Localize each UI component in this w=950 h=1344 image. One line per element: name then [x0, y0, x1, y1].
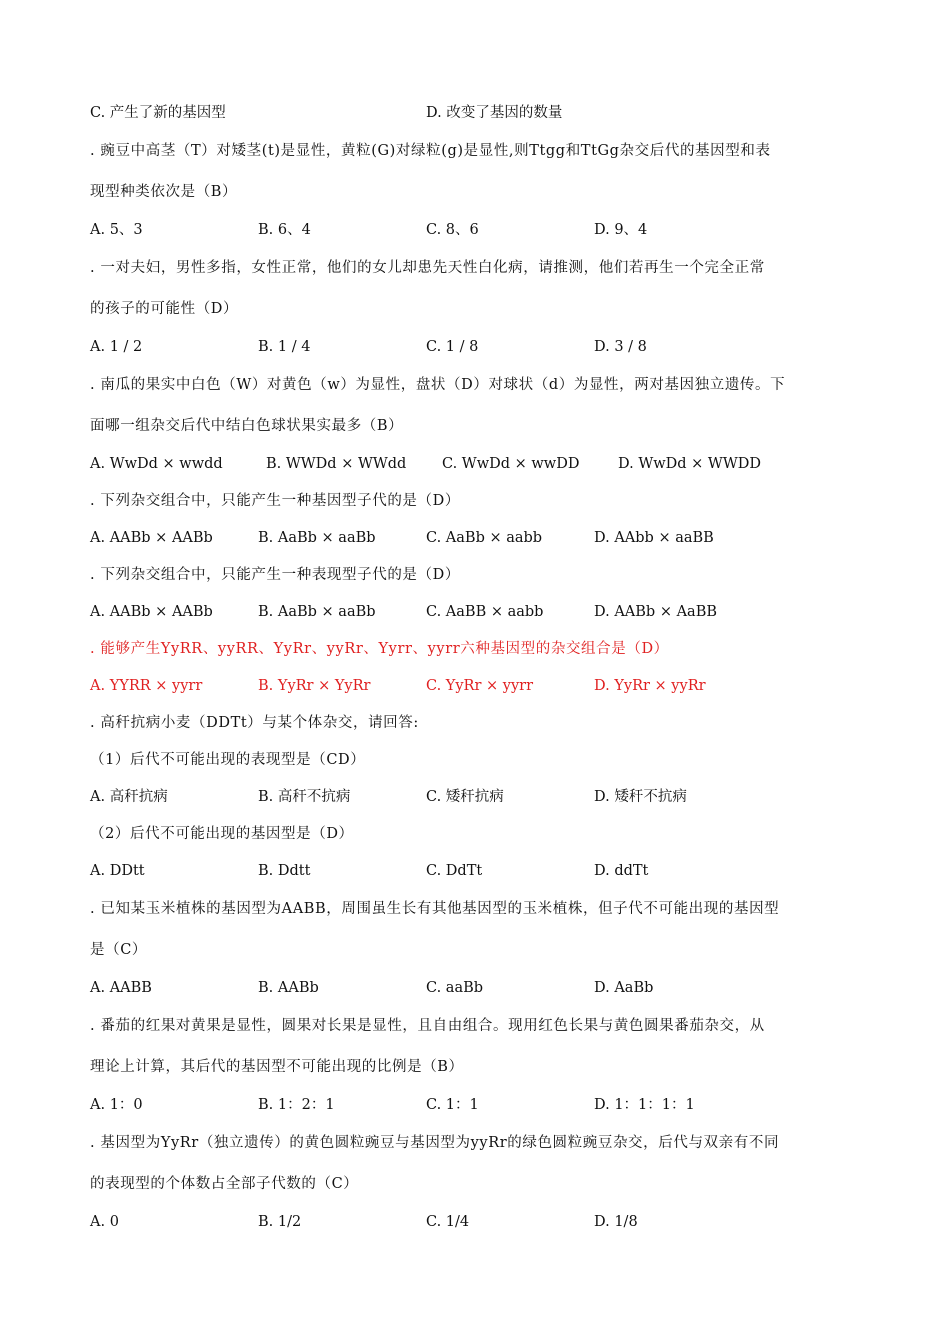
- question-line: 现型种类依次是（B）: [90, 184, 238, 200]
- answer-option: B. AaBb × aaBb: [258, 604, 376, 620]
- answer-option: B. AABb: [258, 980, 319, 996]
- answer-option: B. AaBb × aaBb: [258, 530, 376, 546]
- answer-option: D. AABb × AaBB: [594, 604, 718, 620]
- answer-option: D. 矮秆不抗病: [594, 789, 687, 805]
- answer-option: B. Ddtt: [258, 863, 311, 879]
- answer-option: A. AABb × AABb: [90, 604, 213, 620]
- answer-option: C. YyRr × yyrr: [426, 678, 534, 694]
- answer-option: D. 改变了基因的数量: [426, 105, 563, 121]
- answer-option: B. YyRr × YyRr: [258, 678, 371, 694]
- answer-option: C. WwDd × wwDD: [442, 456, 580, 472]
- answer-option: A. AABB: [90, 980, 152, 996]
- answer-option: D. 9、4: [594, 222, 648, 238]
- answer-option: C. 产生了新的基因型: [90, 105, 226, 121]
- answer-option: A. 5、3: [90, 222, 143, 238]
- answer-option: B. WWDd × WWdd: [266, 456, 407, 472]
- question-line: . 能够产生YyRR、yyRR、YyRr、yyRr、Yyrr、yyrr六种基因型的杂交组合是（D）: [90, 641, 669, 657]
- answer-option: D. YyRr × yyRr: [594, 678, 706, 694]
- question-line: 的孩子的可能性（D）: [90, 301, 239, 317]
- answer-option: B. 1：2：1: [258, 1097, 335, 1113]
- answer-option: C. 1/4: [426, 1214, 470, 1230]
- answer-option: D. ddTt: [594, 863, 649, 879]
- question-line: . 番茄的红果对黄果是显性，圆果对长果是显性，且自由组合。现用红色长果与黄色圆果番茄杂交，从: [90, 1018, 765, 1034]
- answer-option: C. 矮秆抗病: [426, 789, 504, 805]
- answer-option: D. AAbb × aaBB: [594, 530, 714, 546]
- question-line: 理论上计算，其后代的基因型不可能出现的比例是（B）: [90, 1059, 464, 1075]
- question-line: . 下列杂交组合中，只能产生一种表现型子代的是（D）: [90, 567, 460, 583]
- question-line: 面哪一组杂交后代中结白色球状果实最多（B）: [90, 418, 404, 434]
- question-line: . 已知某玉米植株的基因型为AABB，周围虽生长有其他基因型的玉米植株，但子代不可能出现的基因型: [90, 901, 780, 917]
- answer-option: A. AABb × AABb: [90, 530, 213, 546]
- question-line: . 一对夫妇，男性多指，女性正常，他们的女儿却患先天性白化病，请推测，他们若再生一个完全正常: [90, 260, 765, 276]
- answer-option: C. AaBb × aabb: [426, 530, 543, 546]
- question-line: （2）后代不可能出现的基因型是（D）: [90, 826, 354, 842]
- answer-option: A. YYRR × yyrr: [90, 678, 203, 694]
- question-line: 是（C）: [90, 942, 147, 958]
- question-line: （1）后代不可能出现的表现型是（CD）: [90, 752, 366, 768]
- answer-option: B. 高秆不抗病: [258, 789, 351, 805]
- answer-option: D. AaBb: [594, 980, 654, 996]
- answer-option: B. 1 / 4: [258, 339, 311, 355]
- answer-option: D. 3 / 8: [594, 339, 647, 355]
- question-line: . 高秆抗病小麦（DDTt）与某个体杂交，请回答:: [90, 715, 419, 731]
- answer-option: B. 6、4: [258, 222, 311, 238]
- answer-option: A. WwDd × wwdd: [90, 456, 223, 472]
- question-line: 的表现型的个体数占全部子代数的（C）: [90, 1176, 359, 1192]
- answer-option: C. 1：1: [426, 1097, 479, 1113]
- answer-option: C. 1 / 8: [426, 339, 479, 355]
- answer-option: A. 0: [90, 1214, 119, 1230]
- answer-option: C. AaBB × aabb: [426, 604, 544, 620]
- answer-option: C. DdTt: [426, 863, 483, 879]
- answer-option: A. 1：0: [90, 1097, 143, 1113]
- question-line: . 豌豆中高茎（T）对矮茎(t)是显性，黄粒(G)对绿粒(g)是显性,则Ttgg和TtGg杂交后代的基因型和表: [90, 143, 771, 159]
- answer-option: C. 8、6: [426, 222, 479, 238]
- question-line: . 基因型为YyRr（独立遗传）的黄色圆粒豌豆与基因型为yyRr的绿色圆粒豌豆杂交，后代与双亲有不同: [90, 1135, 780, 1151]
- answer-option: C. aaBb: [426, 980, 484, 996]
- answer-option: D. 1：1：1：1: [594, 1097, 695, 1113]
- answer-option: A. 高秆抗病: [90, 789, 168, 805]
- answer-option: A. DDtt: [90, 863, 145, 879]
- answer-option: D. 1/8: [594, 1214, 638, 1230]
- answer-option: A. 1 / 2: [90, 339, 143, 355]
- answer-option: D. WwDd × WWDD: [618, 456, 761, 472]
- question-line: . 下列杂交组合中，只能产生一种基因型子代的是（D）: [90, 493, 460, 509]
- answer-option: B. 1/2: [258, 1214, 302, 1230]
- question-line: . 南瓜的果实中白色（W）对黄色（w）为显性，盘状（D）对球状（d）为显性，两对基因独立遗传。下: [90, 377, 786, 393]
